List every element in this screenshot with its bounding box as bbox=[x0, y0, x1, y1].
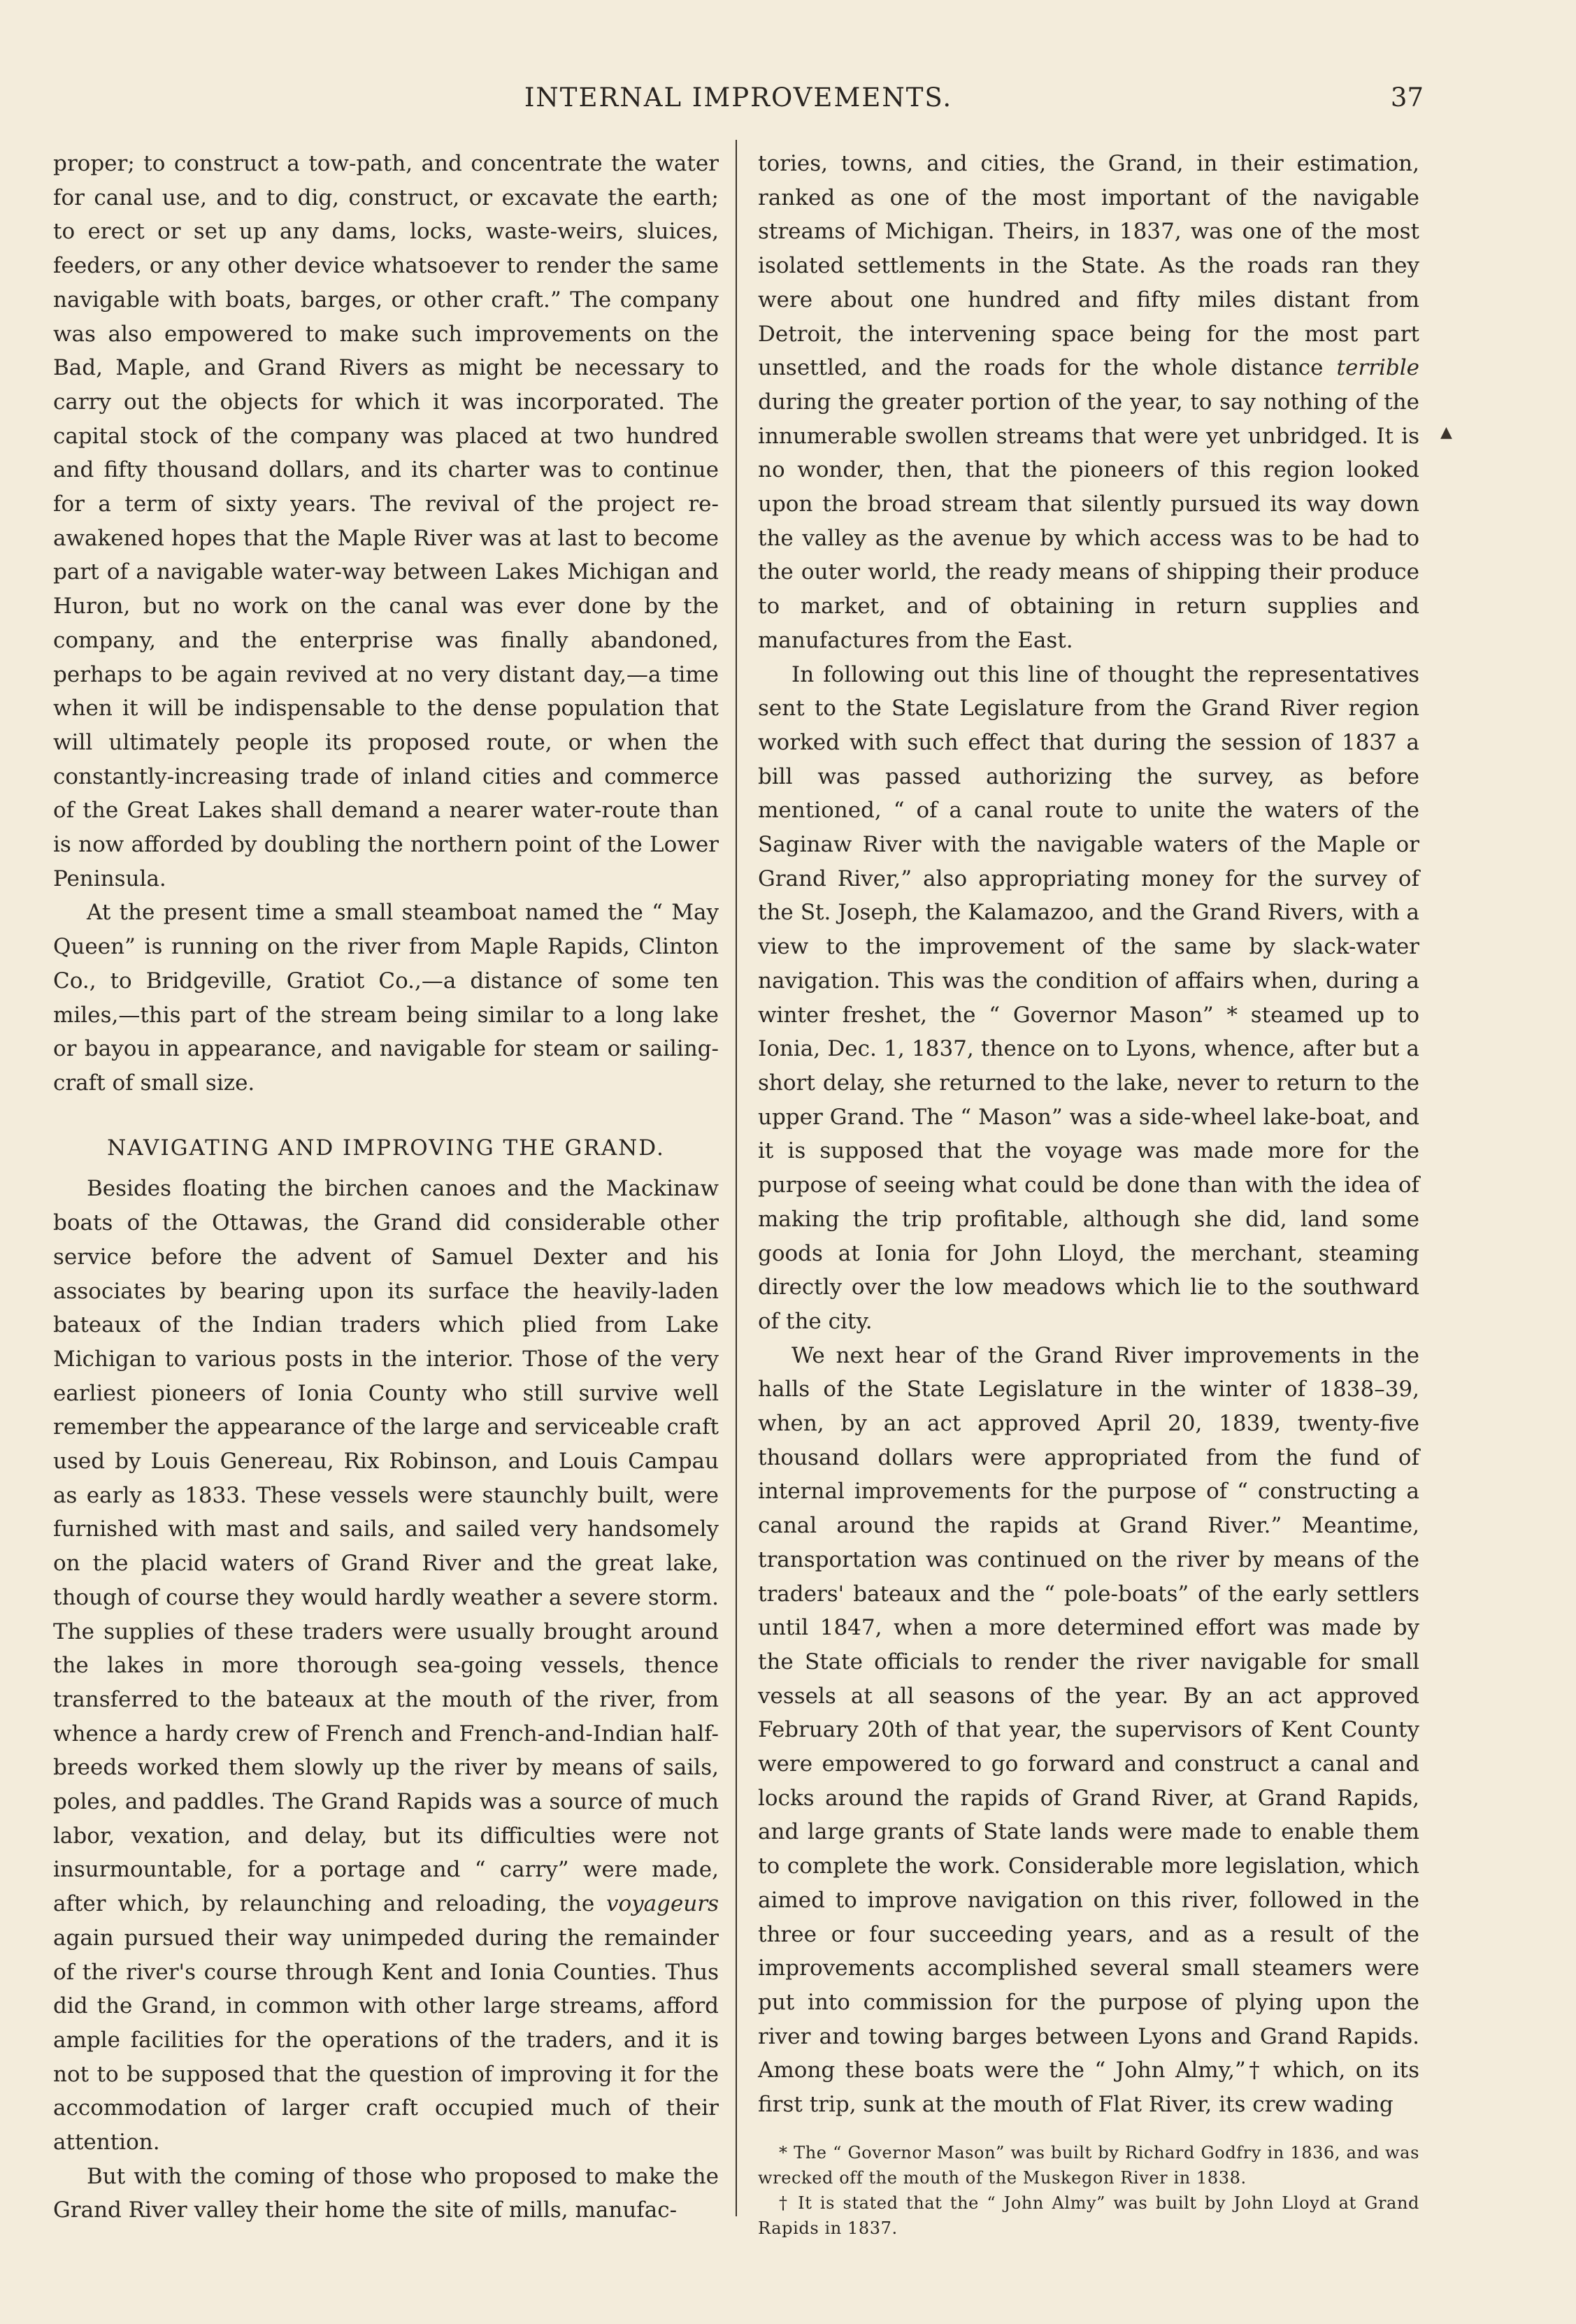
paragraph: At the present time a small steamboat named the “ May Queen” is running on the river from Maple Rapids, Clinton Co., to Bridgeville, Gratiot Co.,—a distance of some ten miles,—this part of the stream being similar to a long lake or bayou in appearance, and navigable for steam or sailing-craft of small size. bbox=[53, 900, 719, 1096]
text-run: during the greater portion of the year, to say nothing of the innumerable swollen streams that were yet unbridged. It is no wonder, then, that the pioneers of this region looked upon the broad stream that silently pursued its way down the valley as the avenue by which access was to be had to the outer world, the ready means of shipping their produce to market, and of obtaining in return supplies and manufactures from the East. bbox=[758, 389, 1419, 653]
right-column bbox=[758, 147, 1419, 2241]
text-run: tories, towns, and cities, the Grand, in their estimation, ranked as one of the most important of the navigable streams of Michigan. Theirs, in 1837, was one of the most isolated settlements in the State. As the roads ran they were about one hundred and fifty miles distant from Detroit, the intervening space being for the most part unsettled, and the roads for the whole distance bbox=[758, 151, 1419, 381]
footnote: * The “ Governor Mason” was built by Richard Godfry in 1836, and was wrecked off the mouth of the Muskegon River in 1838. bbox=[758, 2142, 1419, 2188]
paragraph: We next hear of the Grand River improvements in the halls of the State Legislature in the winter of 1838–39, when, by an act approved April 20, 1839, twenty-five thousand dollars were appropriated from the fund of internal improvements for the purpose of “ constructing a canal around the rapids at Grand River.” Meantime, transportation was continued on the river by means of the traders' bateaux and the “ pole-boats” of the early settlers until 1847, when a more determined effort was made by the State officials to render the river navigable for small vessels at all seasons of the year. By an act approved February 20th of that year, the supervisors of Kent County were empowered to go forward and construct a canal and locks around the rapids of Grand River, at Grand Rapids, and large grants of State lands were made to enable them to complete the work. Considerable more legislation, which aimed to improve navigation on this river, followed in the three or four succeeding years, and as a result of the improvements accomplished several small steamers were put into commission for the purpose of plying upon the river and towing barges between Lyons and Grand Rapids. Among these boats were the “ John Almy,”† which, on its first trip, sunk at the mouth of Flat River, its crew wading bbox=[758, 1342, 1419, 2118]
running-title: INTERNAL IMPROVEMENTS. bbox=[524, 83, 953, 113]
page-number: 37 bbox=[1390, 83, 1424, 113]
text-run: Besides floating the birchen canoes and the Mackinaw boats of the Ottawas, the Grand did considerable other service before the advent of Samuel Dexter and his associates by bearing upon its surface the heavily-laden bateaux of the Indian traders which plied from Lake Michigan to various posts in the interior. Those of the very earliest pioneers of Ionia County who still survive well remember the appearance of the large and serviceable craft used by Louis Genereau, Rix Robinson, and Louis Campau as early as 1833. These vessels were staunchly built, were furnished with mast and sails, and sailed very handsomely on the placid waters of Grand River and the great lake, though of course they would hardly weather a severe storm. The supplies of these traders were usually brought around the lakes in more thorough sea-going vessels, thence transferred to the bateaux at the mouth of the river, from whence a hardy crew of French and French-and-Indian half-breeds worked them slowly up the river by means of sails, poles, and paddles. The Grand Rapids was a source of much labor, vexation, and delay, but its difficulties were not insurmountable, for a portage and “ carry” were made, after which, by relaunching and reloading, the bbox=[53, 1176, 719, 1917]
paragraph: But with the coming of those who proposed to make the Grand River valley their home the site of mills, manufac- bbox=[53, 2163, 719, 2223]
margin-mark-icon: ▲ bbox=[1440, 424, 1452, 441]
left-column bbox=[53, 147, 719, 2228]
italic-term: terrible bbox=[1336, 355, 1419, 381]
paragraph: In following out this line of thought the representatives sent to the State Legislature from the Grand River region worked with such effect that during the session of 1837 a bill was passed authorizing the survey, as before mentioned, “ of a canal route to unite the waters of the Saginaw River with the navigable waters of the Maple or Grand River,” also appropriating money for the survey of the St. Joseph, the Kalamazoo, and the Grand Rivers, with a view to the improvement of the same by slack-water navigation. This was the condition of affairs when, during a winter freshet, the “ Governor Mason” * steamed up to Ionia, Dec. 1, 1837, thence on to Lyons, whence, after but a short delay, she returned to the lake, never to return to the upper Grand. The “ Mason” was a side-wheel lake-boat, and it is supposed that the voyage was made more for the purpose of seeing what could be done than with the idea of making the trip profitable, although she did, land some goods at Ionia for John Lloyd, the merchant, steaming directly over the low meadows which lie to the southward of the city. bbox=[758, 661, 1419, 1334]
italic-term: voyageurs bbox=[606, 1891, 719, 1917]
footnotes bbox=[758, 2140, 1419, 2241]
column-divider bbox=[736, 140, 737, 2216]
page-header bbox=[53, 83, 1424, 117]
section-heading: NAVIGATING AND IMPROVING THE GRAND. bbox=[107, 1135, 665, 1161]
text-run: again pursued their way unimpeded during the remainder of the river's course through Kent and Ionia Counties. Thus did the Grand, in common with other large streams, afford ample facilities for the operations of the traders, and it is not to be supposed that the question of improving it for the accommodation of larger craft occupied much of their attention. bbox=[53, 1925, 719, 2156]
paragraph bbox=[758, 147, 1419, 658]
paragraph: proper; to construct a tow-path, and concentrate the water for canal use, and to dig, construct, or excavate the earth; to erect or set up any dams, locks, waste-weirs, sluices, feeders, or any other device whatsoever to render the same navigable with boats, barges, or other craft.” The company was also empowered to make such improvements on the Bad, Maple, and Grand Rivers as might be necessary to carry out the objects for which it was incorporated. The capital stock of the company was placed at two hundred and fifty thousand dollars, and its charter was to continue for a term of sixty years. The revival of the project re-awakened hopes that the Maple River was at last to become part of a navigable water-way between Lakes Michigan and Huron, but no work on the canal was ever done by the company, and the enterprise was finally abandoned, perhaps to be again revived at no very distant day,—a time when it will be indispensable to the dense population that will ultimately people its proposed route, or when the constantly-increasing trade of inland cities and commerce of the Great Lakes shall demand a nearer water-route than is now afforded by doubling the northern point of the Lower Peninsula. bbox=[53, 151, 719, 891]
paragraph bbox=[53, 1172, 719, 2159]
footnote: † It is stated that the “ John Almy” was built by John Lloyd at Grand Rapids in 1837. bbox=[758, 2193, 1419, 2238]
